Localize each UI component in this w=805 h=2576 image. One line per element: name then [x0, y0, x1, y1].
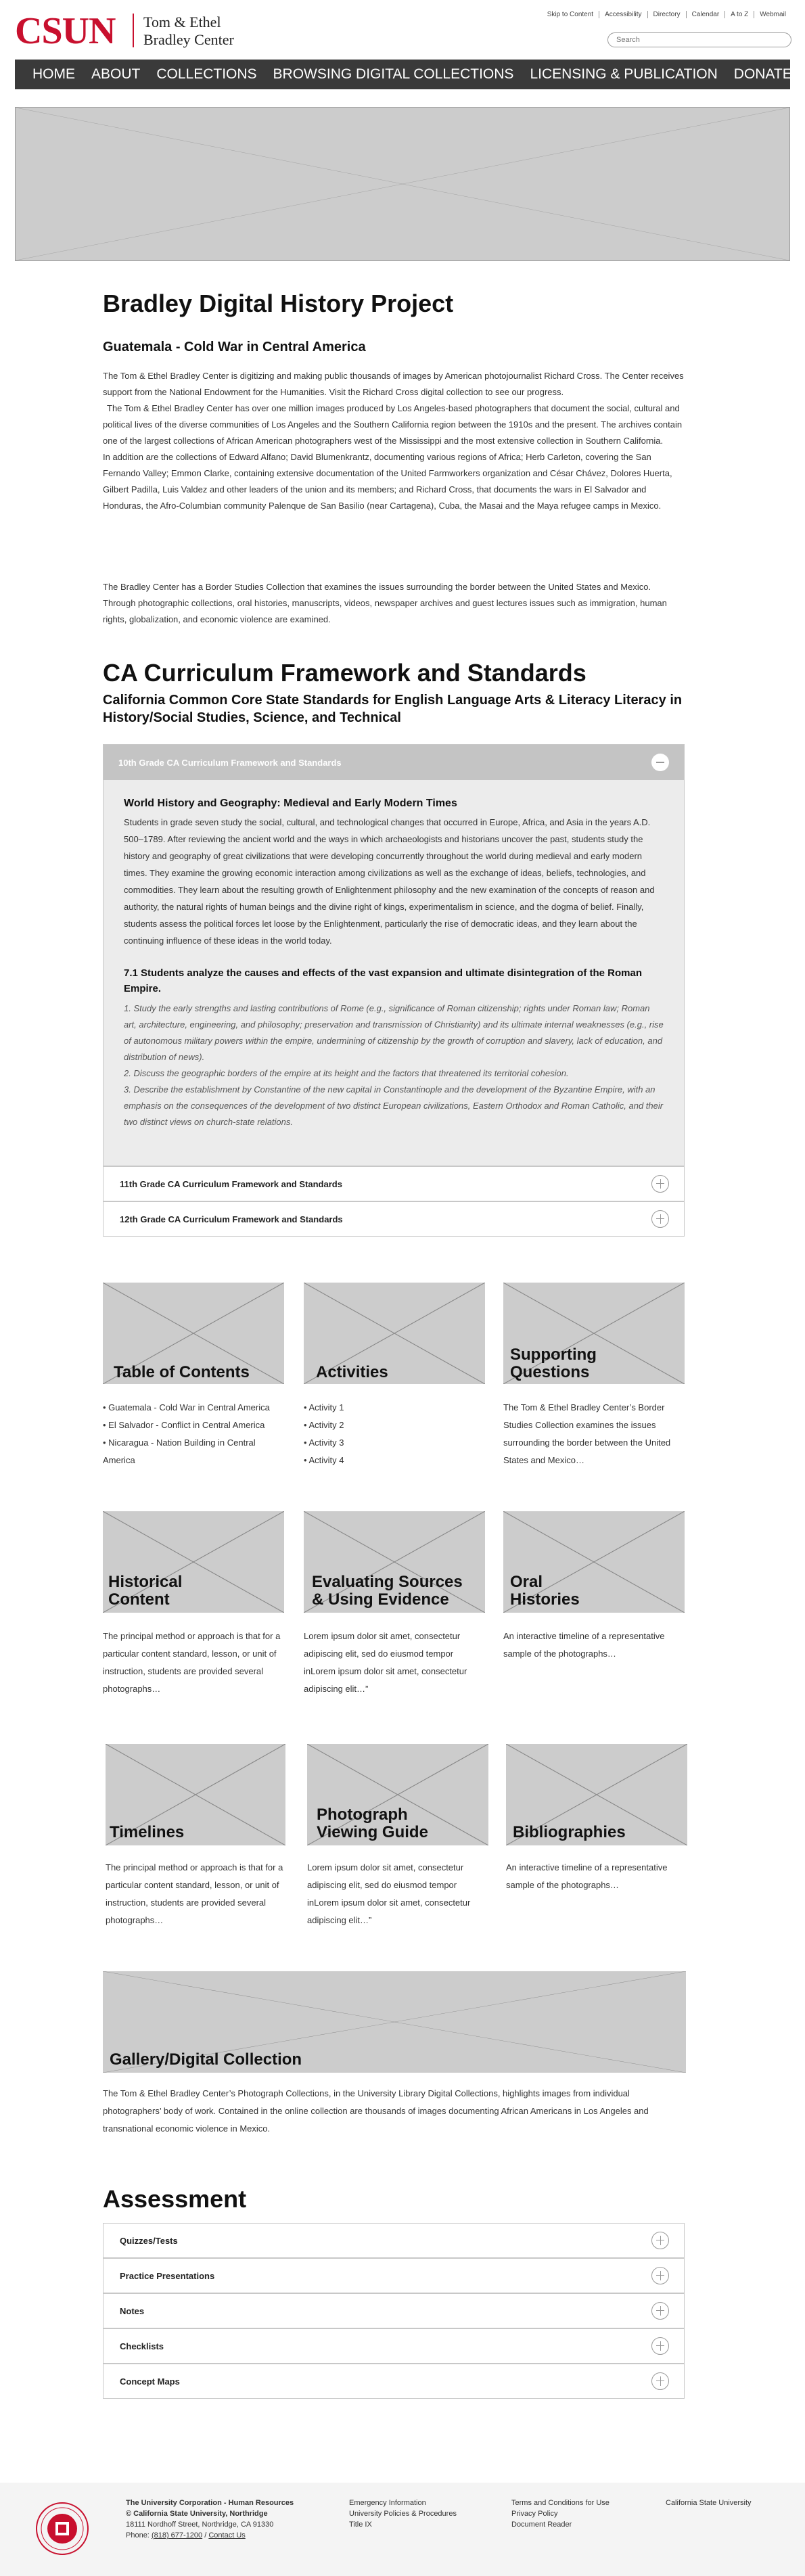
card-text-oral: An interactive timeline of a representative sample of the photographs…: [503, 1631, 665, 1659]
footer-link[interactable]: Terms and Conditions for Use: [511, 2499, 610, 2507]
footer-org[interactable]: The University Corporation - Human Resources: [126, 2499, 294, 2507]
border-studies-text: The Bradley Center has a Border Studies Collection that examines the issues surrounding the border between the United States and Mexico. Through photographic collections, oral histories, manuscripts, videos, newspaper archives and guest lectures issues such as immigration, human rights, globalization, and economic violence are examined.: [103, 582, 667, 624]
site-footer: [0, 2483, 805, 2576]
nav-home[interactable]: HOME: [32, 66, 75, 82]
csun-logo[interactable]: CSUN: [15, 10, 116, 52]
standard-course-description: Students in grade seven study the social, cultural, and technological changes that occurred in Europe, Africa, and Asia in the years A.D. 500–1789. After reviewing the ancient world and the ways in which archaeologists and historians uncover the past, students study the history and geography of great civilizations that were developing concurrently throughout the world during medieval and early modern times. They examine the growing economic interaction among civilizations as well as the exchange of ideas, beliefs, technologies, and commodities. They learn about the resulting growth of Enlightenment philosophy and the new examination of the concepts of reason and authority, the natural rights of human beings and the divine right of kings, experimentalism in science, and the dogma of belief. Finally, students assess the political forces let loose by the Enlightenment, particularly the rise of democratic ideas, and they learn about the continuing influence of these ideas in the world today.: [124, 817, 655, 946]
expand-icon[interactable]: [651, 2232, 669, 2249]
footer-link[interactable]: Document Reader: [511, 2521, 572, 2529]
expand-icon[interactable]: [651, 2302, 669, 2320]
org-name[interactable]: [143, 14, 234, 49]
intro-paragraph: In addition are the collections of Edward Alfano; David Blumenkrantz, documenting various regions of Africa; Herb Carleton, covering the San Fernando Valley; Emmon Clarke, containing extensive documentation of the United Farmworkers organization and César Chávez, Dolores Huerta, Gilbert Padilla, Luis Valdez and other leaders of the union and its members; and Richard Cross, that documents the wars in El Salvador and Honduras, the Afro-Columbian community Palenque de San Basilio (near Cartagena), Cuba, the Masai and the Maya refugee camps in Mexico.: [103, 452, 672, 511]
accordion-12th-grade[interactable]: [103, 1201, 685, 1237]
card-title-activities[interactable]: Activities: [316, 1363, 388, 1381]
curriculum-title: CA Curriculum Framework and Standards: [103, 659, 586, 687]
footer-link[interactable]: University Policies & Procedures: [349, 2510, 457, 2518]
footer-links-col4: [666, 2498, 752, 2508]
university-seal-icon: [35, 2502, 89, 2556]
main-nav: [15, 60, 790, 89]
nav-collections[interactable]: COLLECTIONS: [156, 66, 257, 82]
expand-icon[interactable]: [651, 1210, 669, 1228]
card-text-evaluating: Lorem ipsum dolor sit amet, consectetur adipiscing elit, sed do eiusmod tempor inLorem ipsum dolor sit amet, consectetur adipiscing elit…”: [304, 1631, 467, 1694]
activity-item[interactable]: • Activity 4: [304, 1455, 344, 1465]
card-title-historical[interactable]: Historical Content: [108, 1573, 183, 1609]
footer-link[interactable]: Title IX: [349, 2521, 372, 2529]
assessment-title: Assessment: [103, 2185, 247, 2213]
standard-heading: 7.1 Students analyze the causes and effects of the vast expansion and ultimate disintegration of the Roman Empire.: [124, 967, 643, 994]
card-title-toc[interactable]: Table of Contents: [114, 1363, 250, 1381]
card-title-timelines[interactable]: Timelines: [110, 1823, 185, 1841]
assessment-item-notes[interactable]: [103, 2293, 685, 2328]
utility-link-calendar[interactable]: Calendar: [686, 11, 725, 18]
accordion-label: 12th Grade CA Curriculum Framework and Standards: [120, 1214, 343, 1224]
card-title-evaluating[interactable]: Evaluating Sources & Using Evidence: [312, 1573, 463, 1609]
expand-icon[interactable]: [651, 2372, 669, 2390]
toc-item[interactable]: • Guatemala - Cold War in Central America: [103, 1402, 270, 1412]
search-input[interactable]: [607, 32, 791, 47]
footer-contact: [126, 2498, 294, 2541]
utility-link-directory[interactable]: Directory: [647, 11, 686, 18]
standard-course-heading: World History and Geography: Medieval and Early Modern Times: [124, 798, 457, 809]
utility-link-a-to-z[interactable]: A to Z: [724, 11, 754, 18]
card-text-bibliographies: An interactive timeline of a representative sample of the photographs…: [506, 1862, 668, 1890]
utility-links: [542, 11, 791, 18]
logo-divider: [133, 14, 134, 47]
assessment-label: Practice Presentations: [120, 2270, 215, 2281]
standard-item: 2. Discuss the geographic borders of the empire at its height and the factors that threatened its territorial cohesion.: [124, 1068, 569, 1078]
card-title-photo-guide[interactable]: Photograph Viewing Guide: [317, 1806, 428, 1841]
card-text-supporting: The Tom & Ethel Bradley Center’s Border Studies Collection examines the issues surrounding the border between the United States and Mexico…: [503, 1402, 671, 1465]
footer-phone-line: Phone: (818) 677-1200 / Contact Us: [126, 2531, 246, 2539]
footer-contact-us[interactable]: Contact Us: [208, 2531, 246, 2539]
activity-item[interactable]: • Activity 1: [304, 1402, 344, 1412]
nav-browsing-digital-collections[interactable]: BROWSING DIGITAL COLLECTIONS: [273, 66, 514, 82]
footer-phone[interactable]: (818) 677-1200: [151, 2531, 203, 2539]
card-title-supporting[interactable]: Supporting Questions: [510, 1346, 597, 1381]
utility-link-accessibility[interactable]: Accessibility: [599, 11, 647, 18]
curriculum-subtitle: California Common Core State Standards for English Language Arts & Literacy Literacy in History/Social Studies, Science, and Technical: [103, 693, 683, 725]
accordion-label: 10th Grade CA Curriculum Framework and Standards: [118, 757, 342, 768]
expand-icon[interactable]: [651, 1175, 669, 1193]
toc-list: [103, 1399, 284, 1469]
nav-licensing-publication[interactable]: LICENSING & PUBLICATION: [530, 66, 718, 82]
page-subtitle: Guatemala - Cold War in Central America: [103, 340, 366, 354]
nav-about[interactable]: ABOUT: [91, 66, 141, 82]
card-text-photo-guide: Lorem ipsum dolor sit amet, consectetur adipiscing elit, sed do eiusmod tempor inLorem ipsum dolor sit amet, consectetur adipiscing elit…”: [307, 1862, 471, 1925]
footer-link[interactable]: California State University: [666, 2499, 752, 2507]
collapse-icon[interactable]: [651, 754, 669, 771]
assessment-item-concept-maps[interactable]: [103, 2364, 685, 2399]
footer-address: 18111 Nordhoff Street, Northridge, CA 91330: [126, 2521, 274, 2529]
card-text-historical: The principal method or approach is that for a particular content standard, lesson, or unit of instruction, students are provided several photographs…: [103, 1631, 281, 1694]
page-title: Bradley Digital History Project: [103, 290, 454, 317]
gallery-title[interactable]: Gallery/Digital Collection: [110, 2050, 302, 2069]
assessment-label: Notes: [120, 2305, 145, 2316]
expand-icon[interactable]: [651, 2267, 669, 2284]
intro-paragraph: The Tom & Ethel Bradley Center has over one million images produced by Los Angeles-based photographers that document the social, cultural and political lives of the diverse communities of Los Angeles and the Southern California region between the 1910s and the present. The archives contain one of the largest collections of African American photographers west of the Mississippi and the most extensive collection in Southern California.: [103, 403, 683, 446]
site-header: [0, 0, 805, 60]
standard-item: 3. Describe the establishment by Constantine of the new capital in Constantinople and the development of the Byzantine Empire, with an emphasis on the consequences of the development of two distinct European civilizations, Eastern Orthodox and Roman Catholic, and their two distinct views on church-state relations.: [124, 1084, 664, 1127]
hero-image-placeholder: [15, 107, 790, 261]
org-name-line2: Bradley Center: [143, 31, 234, 48]
assessment-label: Quizzes/Tests: [120, 2235, 178, 2246]
footer-link[interactable]: Emergency Information: [349, 2499, 426, 2507]
accordion-label: 11th Grade CA Curriculum Framework and Standards: [120, 1178, 342, 1189]
utility-link-skip[interactable]: Skip to Content: [547, 11, 594, 18]
footer-links-col3: [511, 2498, 610, 2530]
accordion-11th-grade[interactable]: [103, 1166, 685, 1201]
intro-text: [103, 368, 685, 514]
assessment-item-quizzes[interactable]: [103, 2223, 685, 2258]
activity-item[interactable]: • Activity 3: [304, 1438, 344, 1448]
card-title-bibliographies[interactable]: Bibliographies: [513, 1823, 626, 1841]
expand-icon[interactable]: [651, 2337, 669, 2355]
accordion-header-10th-grade[interactable]: [104, 745, 684, 780]
gallery-text: The Tom & Ethel Bradley Center’s Photograph Collections, in the University Library Digital Collections, highlights images from individual photographers’ body of work. Contained in the online collection are thousands of images documenting African Americans in Los Angeles and transnational economic violence in Mexico.: [103, 2088, 649, 2134]
assessment-item-presentations[interactable]: [103, 2258, 685, 2293]
activity-item[interactable]: • Activity 2: [304, 1420, 344, 1430]
nav-donate[interactable]: DONATE: [733, 66, 792, 82]
org-name-line1: Tom & Ethel: [143, 14, 221, 30]
footer-copyright: © California State University, Northridge: [126, 2510, 268, 2518]
card-title-oral[interactable]: Oral Histories: [510, 1573, 580, 1609]
toc-item[interactable]: • El Salvador - Conflict in Central America: [103, 1420, 265, 1430]
footer-link[interactable]: Privacy Policy: [511, 2510, 558, 2518]
standard-item: 1. Study the early strengths and lasting contributions of Rome (e.g., significance of Roman citizenship; rights under Roman law; Roman art, architecture, engineering, and philosophy; preservation and transmission of Christianity) and its ultimate internal weaknesses (e.g., rise of autonomous military powers within the empire, undermining of citizenship by the growth of corruption and slavery, lack of education, and distribution of news).: [124, 1003, 664, 1062]
accordion-10th-grade: [103, 744, 685, 1166]
placeholder-cross-icon: [16, 108, 789, 260]
intro-paragraph: The Tom & Ethel Bradley Center is digitizing and making public thousands of images by American photojournalist Richard Cross. The Center receives support from the National Endowment for the Humanities. Visit the Richard Cross digital collection to see our progress.: [103, 371, 684, 397]
utility-link-webmail[interactable]: Webmail: [754, 11, 791, 18]
footer-links-col2: [349, 2498, 457, 2530]
standards-list: [124, 1001, 664, 1130]
activities-list: [304, 1399, 485, 1469]
assessment-label: Concept Maps: [120, 2376, 180, 2387]
toc-item[interactable]: • Nicaragua - Nation Building in Central America: [103, 1438, 256, 1465]
assessment-label: Checklists: [120, 2341, 164, 2351]
card-text-timelines: The principal method or approach is that for a particular content standard, lesson, or unit of instruction, students are provided several photographs…: [106, 1862, 283, 1925]
accordion-body: [104, 780, 684, 1130]
assessment-item-checklists[interactable]: [103, 2328, 685, 2364]
